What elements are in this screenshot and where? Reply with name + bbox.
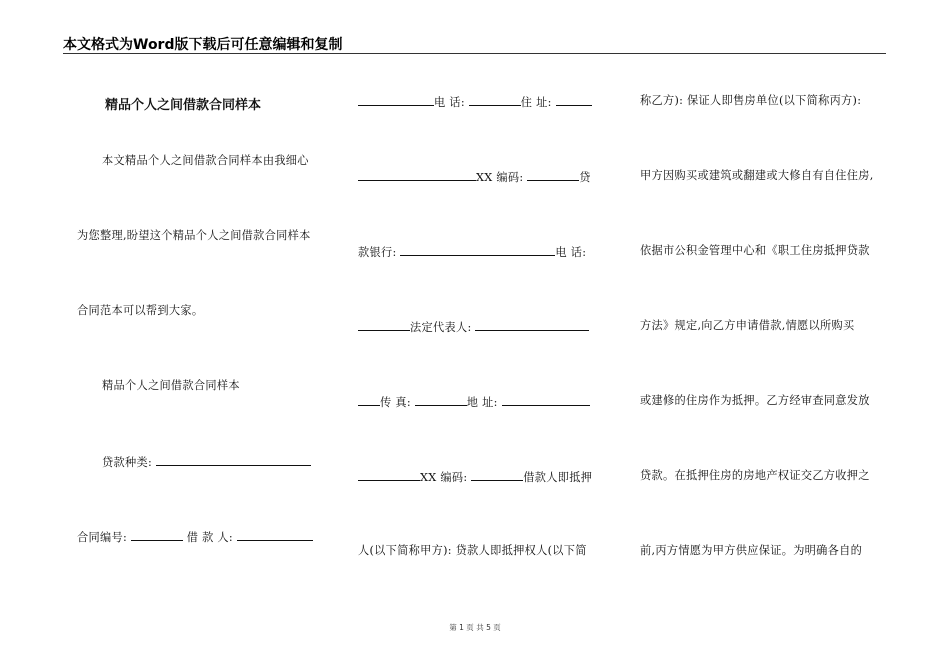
bank-line <box>358 244 586 260</box>
paragraph-line: 称乙方): 保证人即售房单位(以下简称丙方): <box>640 94 862 107</box>
paragraph-line: 方法》规定,向乙方申请借款,情愿以所购买 <box>640 319 855 332</box>
text-fragment: 借款人即抵押 <box>523 471 593 484</box>
blank <box>400 244 555 256</box>
blank <box>502 394 590 406</box>
header-divider <box>63 53 886 54</box>
loan-type-label: 贷款种类: <box>102 456 153 469</box>
phone-label: 电 话: <box>434 96 465 109</box>
document-header-title: 本文格式为Word版下载后可任意编辑和复制 <box>63 37 343 53</box>
fax-label: 传 真: <box>380 396 411 409</box>
paragraph-line: 甲方因购买或建筑或翻建或大修自有自住住房, <box>640 169 874 182</box>
blank <box>469 94 521 106</box>
paragraph-line: 精品个人之间借款合同样本 <box>102 379 240 392</box>
postcode-label: XX 编码: <box>420 471 468 484</box>
blank <box>358 394 380 406</box>
phone-address-line <box>358 94 592 110</box>
page-number: 第 1 页 共 5 页 <box>449 623 501 632</box>
blank <box>471 469 523 481</box>
bank-label: 款银行: <box>358 246 397 259</box>
blank <box>527 169 579 181</box>
paragraph-line: 人(以下简称甲方): 贷款人即抵押权人(以下简 <box>358 544 587 557</box>
paragraph-line: 本文精品个人之间借款合同样本由我细心 <box>102 154 309 167</box>
contract-number-line <box>77 529 313 545</box>
loan-type-line <box>102 454 311 470</box>
borrower-blank <box>237 529 313 541</box>
borrower-label: 借 款 人: <box>186 531 233 544</box>
address-label: 住 址: <box>520 96 552 109</box>
paragraph-line: 合同范本可以帮到大家。 <box>77 304 204 317</box>
paragraph-line: 为您整理,盼望这个精品个人之间借款合同样本 <box>77 229 311 242</box>
loan-type-blank <box>156 454 311 466</box>
postcode-label: XX 编码: <box>476 171 524 184</box>
paragraph-line: 贷款。在抵押住房的房地产权证交乙方收押之 <box>640 469 870 482</box>
text-fragment: 贷 <box>579 171 591 184</box>
postcode-line <box>358 169 591 185</box>
paragraph-line: 前,丙方情愿为甲方供应保证。为明确各自的 <box>640 544 863 557</box>
address-label: 地 址: <box>466 396 498 409</box>
paragraph-line: 依据市公积金管理中心和《职工住房抵押贷款 <box>640 244 870 257</box>
blank <box>358 319 410 331</box>
legal-rep-line <box>358 319 589 335</box>
blank <box>415 394 467 406</box>
blank <box>556 94 592 106</box>
blank <box>358 94 434 106</box>
legal-rep-label: 法定代表人: <box>410 321 472 334</box>
blank <box>358 469 420 481</box>
blank <box>475 319 589 331</box>
document-title: 精品个人之间借款合同样本 <box>105 98 262 113</box>
contract-number-blank <box>131 529 183 541</box>
fax-line <box>358 394 590 410</box>
phone-label: 电 话: <box>555 246 587 259</box>
contract-number-label: 合同编号: <box>77 531 128 544</box>
postcode-borrower-line <box>358 469 592 485</box>
blank <box>358 169 476 181</box>
paragraph-line: 或建修的住房作为抵押。乙方经审查同意发放 <box>640 394 870 407</box>
